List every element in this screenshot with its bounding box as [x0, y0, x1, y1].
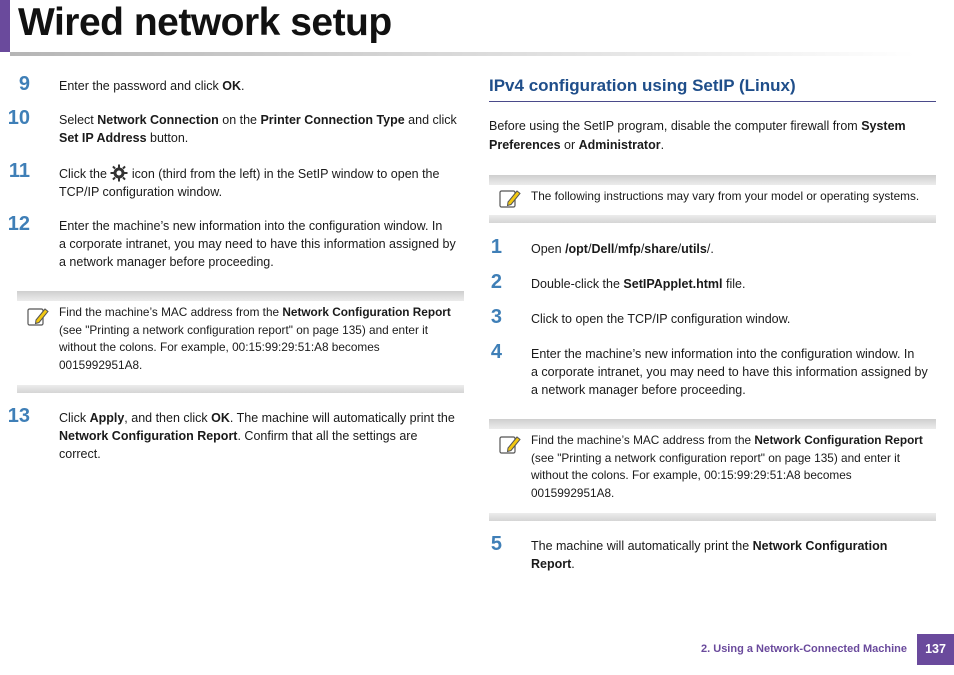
step-number: 1	[490, 236, 502, 258]
step-number: 13	[7, 405, 30, 427]
note-bar-top	[17, 291, 464, 301]
step-text: Enter the password and click OK.	[59, 79, 245, 93]
note-bar-bottom	[17, 385, 464, 393]
step-text: Click Apply, and then click OK. The machine will automatically print the Network Configuration Report. Confirm that all the settings are correct.	[59, 411, 455, 461]
note-bar-bottom	[489, 215, 936, 223]
step-text: Click the icon (third from the left) in the SetIP window to open the TCP/IP configuration window.	[59, 164, 469, 201]
step-number: 9	[18, 73, 30, 95]
section-heading: IPv4 configuration using SetIP (Linux)	[489, 76, 796, 95]
title-rule	[10, 52, 915, 56]
step-text: Select Network Connection on the Printer Connection Type and click Set IP Address button.	[59, 113, 457, 145]
step-number: 10	[7, 107, 30, 129]
step-text: Open /opt/Dell/mfp/share/utils/.	[531, 242, 714, 256]
note-bar-top	[489, 419, 936, 429]
note-bar-top	[489, 175, 936, 185]
note-text: The following instructions may vary from your model or operating systems.	[531, 189, 920, 203]
header-accent-bar	[0, 0, 10, 52]
step-text: Enter the machine’s new information into the configuration window. In a corporate intranet, you may need to have this information assigned by a network manager before proceeding.	[59, 219, 456, 269]
gear-icon	[110, 164, 128, 182]
page-number: 137	[917, 634, 954, 665]
footer-section-label: 2. Using a Network-Connected Machine	[701, 643, 907, 655]
note-mac-address	[17, 291, 464, 393]
step-number: 12	[7, 213, 30, 235]
step-text: The machine will automatically print the Network Configuration Report.	[531, 539, 888, 571]
note-bar-bottom	[489, 513, 936, 521]
note-variation	[489, 175, 936, 223]
step-number: 11	[8, 160, 30, 182]
section-rule	[489, 101, 936, 102]
step-number: 2	[490, 271, 502, 293]
step-number: 5	[490, 533, 502, 555]
step-text: Enter the machine’s new information into the configuration window. In a corporate intranet, you may need to have this information assigned by a network manager before proceeding.	[531, 347, 928, 397]
step-text: Click to open the TCP/IP configuration window.	[531, 312, 791, 326]
pencil-note-icon	[499, 188, 521, 210]
note-text: Find the machine’s MAC address from the Network Configuration Report (see "Printing a network configuration report" on page 135) and enter it without the colons. For example, 00:15:99:29:51:A8 becomes 0015992951A8.	[59, 305, 451, 372]
step-number: 4	[490, 341, 502, 363]
intro-paragraph: Before using the SetIP program, disable the computer firewall from System Preferences or Administrator.	[489, 119, 906, 152]
step-text: Double-click the SetIPApplet.html file.	[531, 277, 746, 291]
step-number: 3	[490, 306, 502, 328]
note-mac-address-2	[489, 419, 936, 521]
page-title: Wired network setup	[18, 1, 392, 44]
note-text: Find the machine’s MAC address from the Network Configuration Report (see "Printing a network configuration report" on page 135) and enter it without the colons. For example, 00:15:99:29:51:A8 becomes 0015992951A8.	[531, 433, 923, 500]
pencil-note-icon	[499, 434, 521, 456]
pencil-note-icon	[27, 306, 49, 328]
